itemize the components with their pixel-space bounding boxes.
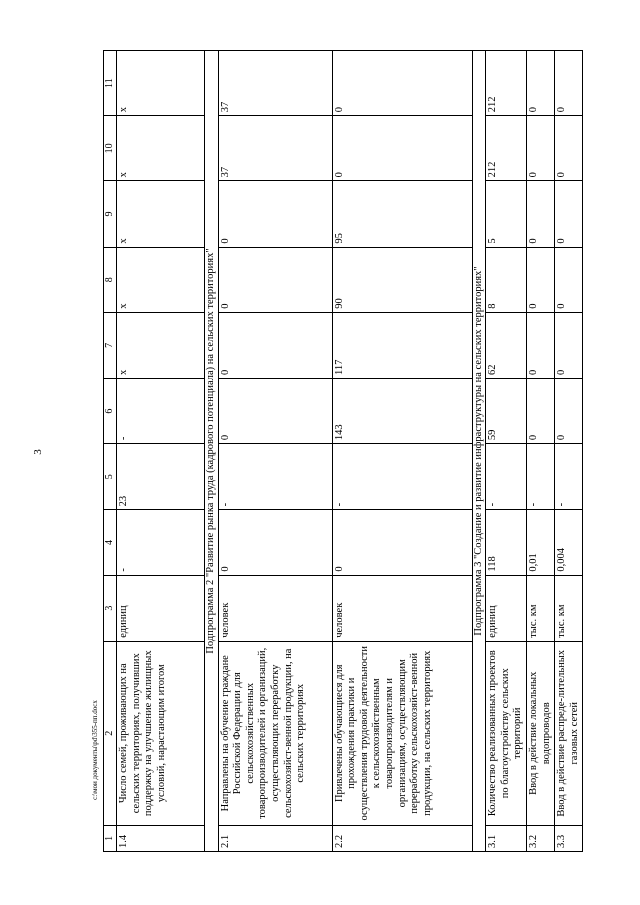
value-cell: -: [117, 379, 205, 444]
value-cell: 62: [486, 312, 527, 378]
table-row: [555, 51, 583, 852]
unit: тыс. км: [555, 575, 583, 641]
subprogram-header: [472, 51, 486, 852]
table-row: [117, 51, 205, 852]
value-cell: х: [117, 247, 205, 312]
row-number: 3.3: [555, 825, 583, 851]
value-cell: 0: [555, 51, 583, 116]
column-number: 5: [104, 444, 117, 510]
value-cell: 0: [218, 247, 332, 312]
indicator-name: Ввод в действие локальных водопроводов: [526, 641, 554, 825]
row-number: 3.1: [486, 825, 527, 851]
subprogram-title: Подпрограмма 2 "Развитие рынка труда (кадрового потенциала) на сельских территориях": [205, 51, 219, 852]
rotated-table-container: [103, 50, 580, 852]
table-row: [526, 51, 554, 852]
value-cell: -: [332, 444, 472, 510]
value-cell: 0: [555, 247, 583, 312]
value-cell: 0: [332, 51, 472, 116]
column-number: 11: [104, 51, 117, 116]
value-cell: -: [486, 444, 527, 510]
value-cell: -: [117, 510, 205, 575]
value-cell: 0: [332, 116, 472, 181]
value-cell: 8: [486, 247, 527, 312]
value-cell: 5: [486, 181, 527, 247]
unit: единиц: [486, 575, 527, 641]
indicator-name: Количество реализованных проектов по благоустройству сельских территорий: [486, 641, 527, 825]
column-number: 8: [104, 247, 117, 312]
value-cell: 117: [332, 312, 472, 378]
column-number: 3: [104, 575, 117, 641]
value-cell: 0: [526, 181, 554, 247]
column-number: 4: [104, 510, 117, 575]
value-cell: 37: [218, 51, 332, 116]
value-cell: 0: [526, 312, 554, 378]
value-cell: 95: [332, 181, 472, 247]
value-cell: х: [117, 51, 205, 116]
unit: человек: [332, 575, 472, 641]
value-cell: -: [555, 444, 583, 510]
value-cell: -: [218, 444, 332, 510]
value-cell: 0: [218, 181, 332, 247]
row-number: 2.1: [218, 825, 332, 851]
column-number: 10: [104, 116, 117, 181]
value-cell: 0: [218, 312, 332, 378]
value-cell: 0: [218, 379, 332, 444]
page-number: 3: [32, 449, 44, 455]
row-number: 2.2: [332, 825, 472, 851]
subprogram-header: [205, 51, 219, 852]
value-cell: 0: [526, 247, 554, 312]
footer-file-path: c:\мои документы\pd\355-пп.docx: [91, 700, 99, 800]
value-cell: 23: [117, 444, 205, 510]
table-row: [486, 51, 527, 852]
indicator-name: Направлены на обучение граждане Российской Федерации для сельскохозяйственных товаропроизводителей и организаций, осуществляющих переработку сельскохозяйст-венной продукции, на сельских территориях: [218, 641, 332, 825]
value-cell: 0: [555, 116, 583, 181]
column-number: 6: [104, 379, 117, 444]
unit: человек: [218, 575, 332, 641]
value-cell: 0: [526, 379, 554, 444]
indicator-name: Число семей, проживающих на сельских территориях, получивших поддержку на улучшение жилищных условий, нарастающим итогом: [117, 641, 205, 825]
value-cell: 0: [218, 510, 332, 575]
value-cell: 212: [486, 116, 527, 181]
value-cell: 0: [332, 510, 472, 575]
table-row: [332, 51, 472, 852]
value-cell: х: [117, 116, 205, 181]
column-number-row: [104, 51, 117, 852]
value-cell: 0: [555, 181, 583, 247]
row-number: 1.4: [117, 825, 205, 851]
subprogram-title: Подпрограмма 3 "Создание и развитие инфраструктуры на сельских территориях": [472, 51, 486, 852]
unit: единиц: [117, 575, 205, 641]
value-cell: 37: [218, 116, 332, 181]
value-cell: 0: [526, 116, 554, 181]
value-cell: 143: [332, 379, 472, 444]
column-number: 9: [104, 181, 117, 247]
value-cell: х: [117, 181, 205, 247]
indicator-name: Ввод в действие распреде-лительных газовых сетей: [555, 641, 583, 825]
unit: тыс. км: [526, 575, 554, 641]
column-number: 7: [104, 312, 117, 378]
value-cell: 0,01: [526, 510, 554, 575]
indicators-table: [103, 50, 583, 852]
value-cell: 59: [486, 379, 527, 444]
column-number: 2: [104, 641, 117, 825]
value-cell: -: [526, 444, 554, 510]
value-cell: 0: [555, 379, 583, 444]
value-cell: 212: [486, 51, 527, 116]
value-cell: 0,004: [555, 510, 583, 575]
table-row: [218, 51, 332, 852]
row-number: 3.2: [526, 825, 554, 851]
value-cell: 90: [332, 247, 472, 312]
value-cell: 0: [526, 51, 554, 116]
value-cell: 0: [555, 312, 583, 378]
value-cell: 118: [486, 510, 527, 575]
column-number: 1: [104, 825, 117, 851]
value-cell: х: [117, 312, 205, 378]
indicator-name: Привлечены обучающиеся для прохождения практики и осуществления трудовой деятельности к сельскохозяйственным товаропроизводителям и организациям, осуществляющим переработку сельскохозяйст-венной продукции, на сельских территориях: [332, 641, 472, 825]
